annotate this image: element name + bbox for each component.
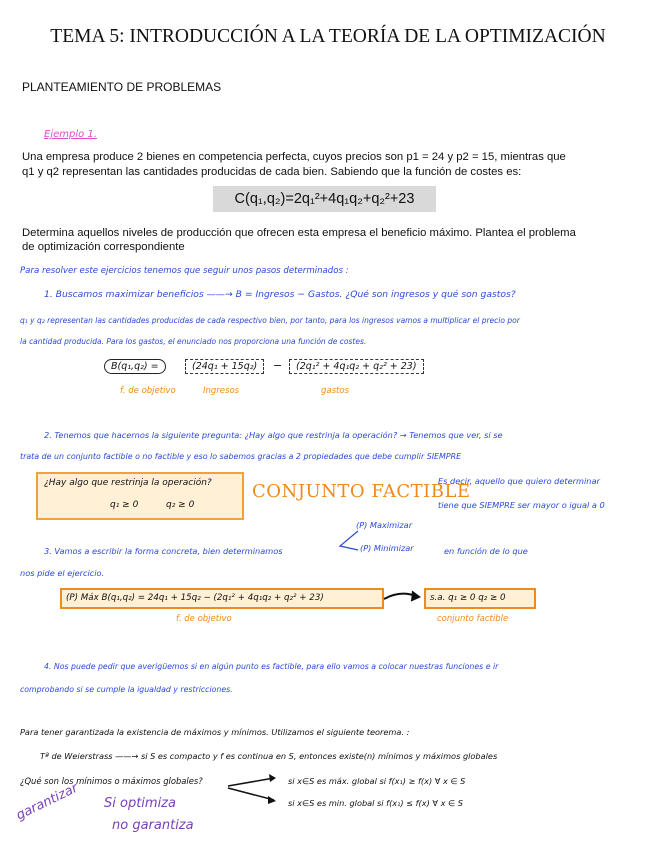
guarantee-line: Para tener garantizada la existencia de máximos y mínimos. Utilizamos el siguiente teorema. : xyxy=(20,727,410,737)
step2-line2: trata de un conjunto factible o no factible y eso lo sabemos gracias a 2 propiedades que debe cumplir SIEMPRE xyxy=(20,452,462,461)
conjunto-factible-label: conjunto factible xyxy=(437,614,509,624)
arrow-right-icon xyxy=(382,588,424,606)
example-label: Ejemplo 1. xyxy=(44,129,97,140)
theorem-line: Tª de Weierstrass ——→ si S es compacto y f es continua en S, entonces existe(n) mínimos y máximos globales xyxy=(40,751,498,761)
step3-line1: 3. Vamos a escribir la forma concreta, bien determinamos xyxy=(44,546,283,556)
step1-line2: q₁ y q₂ representan las cantidades producidas de cada respectivo bien, por tanto, para los ingresos vamos a multiplicar el precio por xyxy=(20,316,520,325)
f-objetivo-label: f. de objetivo xyxy=(120,386,176,396)
example-para2-line1: Determina aquellos niveles de producción que ofrecen esta empresa el beneficio máximo. Plantea el problema xyxy=(22,227,576,239)
step3-line2: nos pide el ejercicio. xyxy=(20,568,105,578)
gastos-expression: (2q₁² + 4q₁q₂ + q₂² + 23) xyxy=(289,359,424,374)
global-question: ¿Qué son los mínimos o máximos globales? xyxy=(20,776,203,786)
step1-line3: la cantidad producida. Para los gastos, el enunciado nos proporciona una función de costes. xyxy=(20,337,367,346)
example-para2-line2: de optimización correspondiente xyxy=(22,241,185,253)
conjunto-factible-heading: CONJUNTO FACTIBLE xyxy=(252,481,471,502)
pmax-box: (P) Máx B(q₁,q₂) = 24q₁ + 15q₂ − (2q₁² + 4q₁q₂ + q₂² + 23) xyxy=(60,588,384,609)
step4-line2: comprobando si se cumple la igualdad y restricciones. xyxy=(20,685,233,694)
ingresos-label: Ingresos xyxy=(203,386,240,396)
min-global-line: si x∈S es min. global si f(x₁) ≤ f(x) ∀ x ∈ S xyxy=(288,798,463,808)
example-para1-line1: Una empresa produce 2 bienes en competencia perfecta, cuyos precios son p1 = 24 y p2 = 15, mientras que xyxy=(22,151,566,163)
no-garantiza-note: no garantiza xyxy=(112,818,194,833)
step3-mid: en función de lo que xyxy=(444,546,528,556)
section-subtitle: PLANTEAMIENTO DE PROBLEMAS xyxy=(22,80,222,94)
step4-line1: 4. Nos puede pedir que averigüemos si en algún punto es factible, para ello vamos a colocar nuestras funciones e ir xyxy=(44,662,499,671)
restriction-q1: q₁ ≥ 0 xyxy=(110,500,139,510)
step1-line1: 1. Buscamos maximizar beneficios ——→ B = Ingresos − Gastos. ¿Qué son ingresos y qué son gastos? xyxy=(44,289,516,300)
si-optimiza-note: Si optimiza xyxy=(104,796,176,811)
side-note-line2: tiene que SIEMPRE ser mayor o igual a 0 xyxy=(438,500,605,510)
notes-intro: Para resolver este ejercicios tenemos que seguir unos pasos determinados : xyxy=(20,266,349,276)
example-para1-line2: q1 y q2 representan las cantidades producidas de cada bien. Sabiendo que la función de costes es: xyxy=(22,166,522,178)
f-objetivo-label-2: f. de objetivo xyxy=(176,614,232,624)
gastos-label: gastos xyxy=(321,386,349,396)
sa-box: s.a. q₁ ≥ 0 q₂ ≥ 0 xyxy=(424,588,536,609)
cost-function-box: C(q₁,q₂)=2q₁²+4q₁q₂+q₂²+23 xyxy=(213,186,436,212)
page-title: TEMA 5: INTRODUCCIÓN A LA TEORÍA DE LA OPTIMIZACIÓN xyxy=(50,26,606,47)
objective-lhs: B(q₁,q₂) = xyxy=(104,359,166,374)
minimizar-label: (P) Minimizar xyxy=(360,543,414,553)
side-note-line1: Es decir, aquello que quiero determinar xyxy=(438,476,600,486)
branch-arrows-icon xyxy=(226,772,280,806)
maximizar-label: (P) Maximizar xyxy=(356,520,413,530)
ingresos-expression: (24q₁ + 15q₂) xyxy=(185,359,264,374)
max-global-line: si x∈S es máx. global si f(x₁) ≥ f(x) ∀ x ∈ S xyxy=(288,776,466,786)
bracket-arrow-icon xyxy=(336,528,360,554)
restriction-question: ¿Hay algo que restrinja la operación? xyxy=(44,478,212,488)
minus-sign: − xyxy=(273,359,283,372)
step2-line1: 2. Tenemos que hacernos la siguiente pregunta: ¿Hay algo que restrinja la operación? → Tenemos que ver, si se xyxy=(44,430,503,440)
restriction-q2: q₂ ≥ 0 xyxy=(166,500,195,510)
restriction-box xyxy=(36,472,244,520)
garantizar-note: garantizar xyxy=(14,780,81,824)
